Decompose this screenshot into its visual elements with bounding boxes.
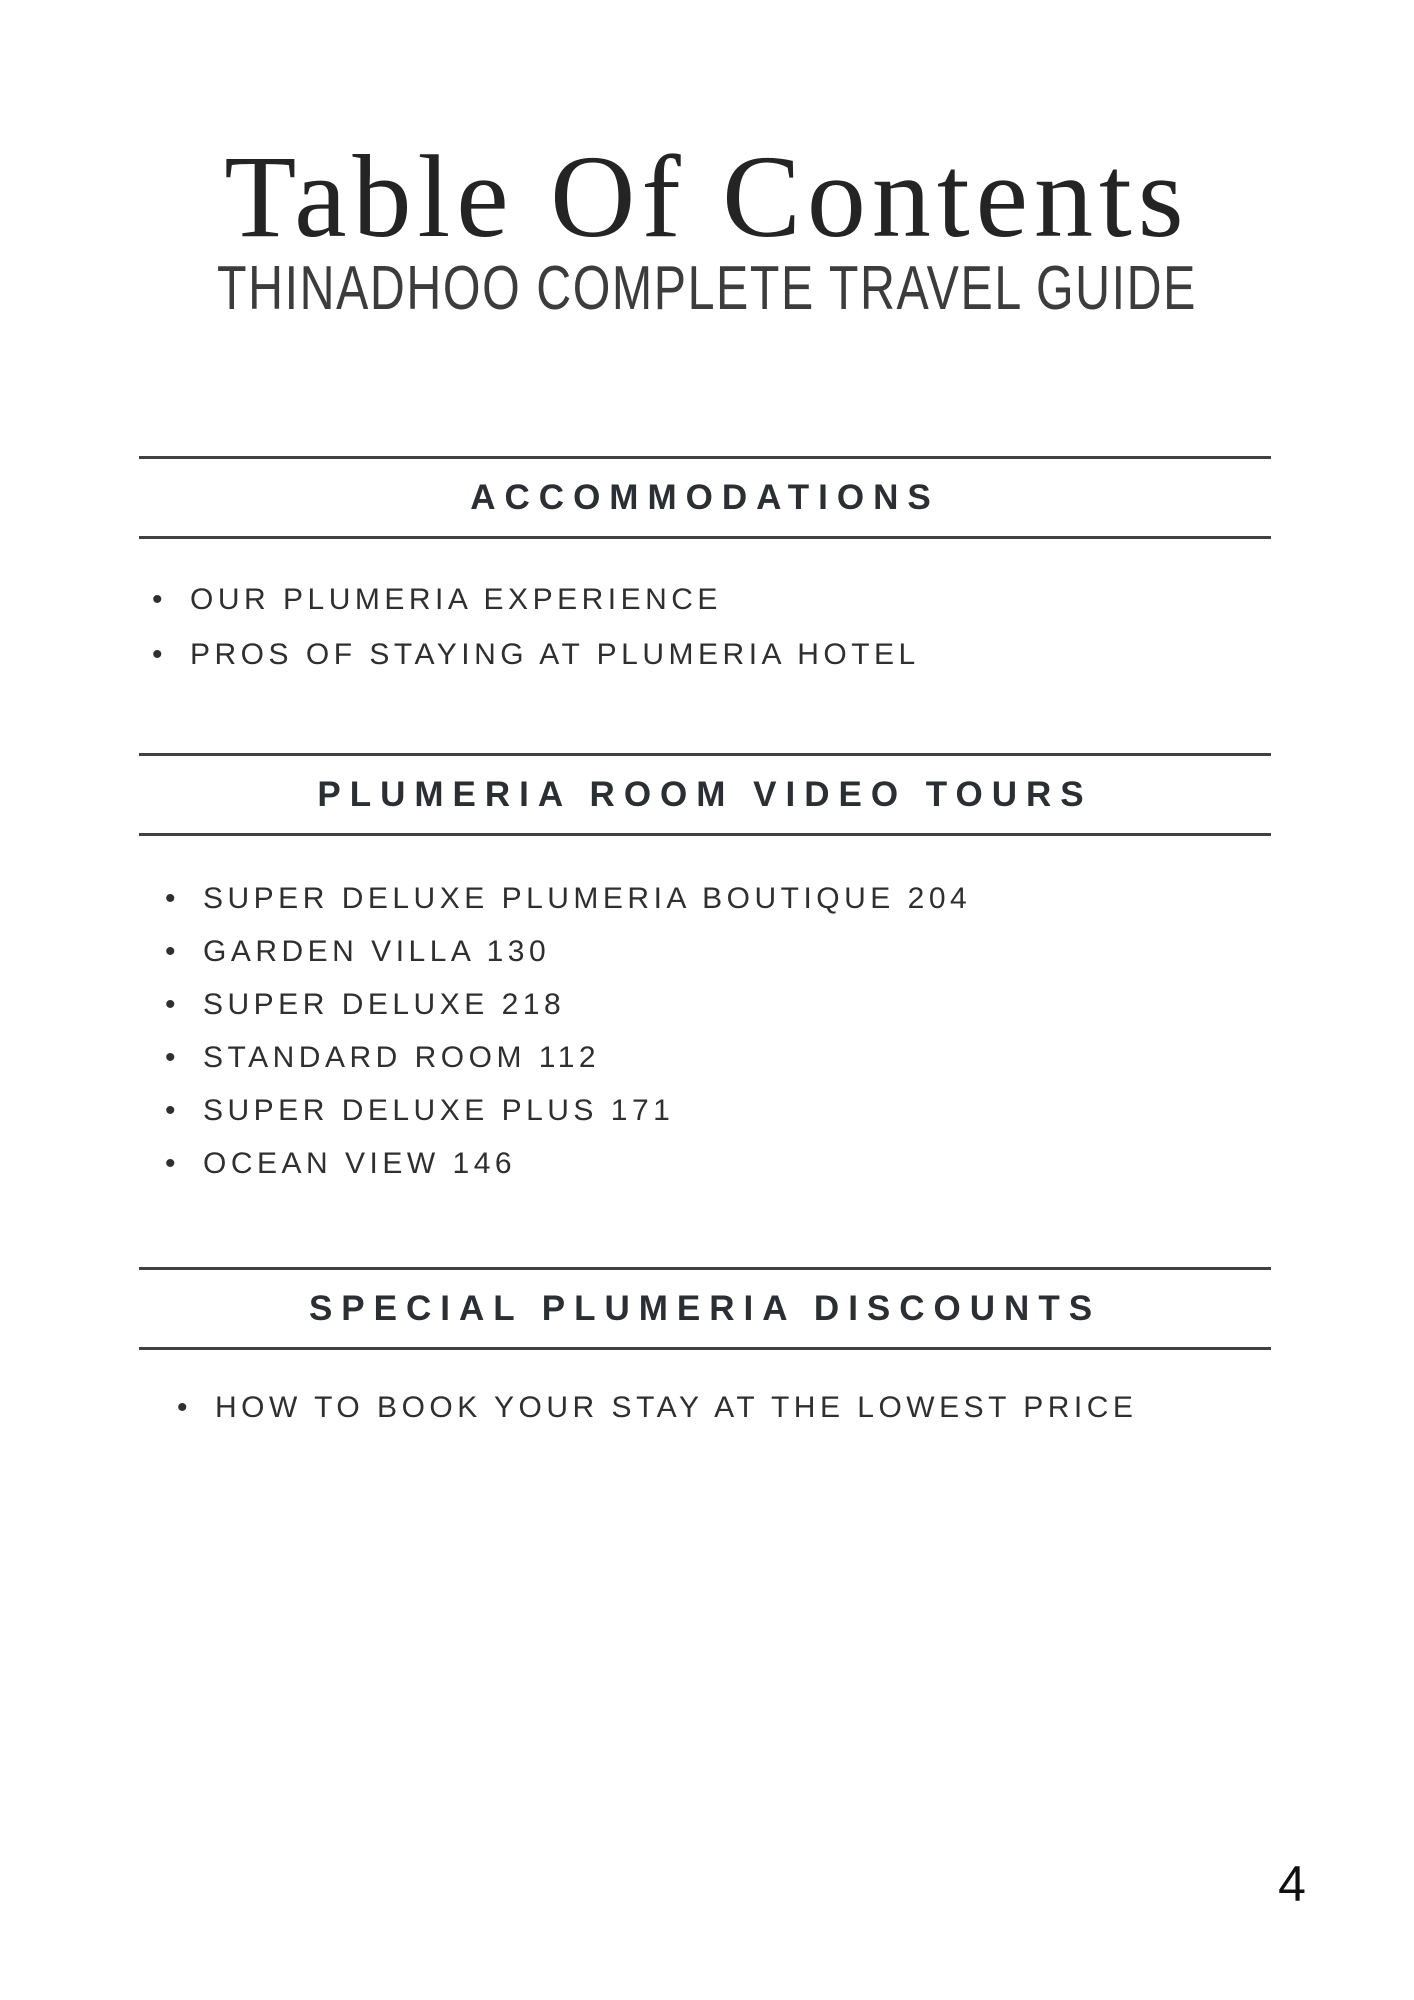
- list-item-label: PROS OF STAYING AT PLUMERIA HOTEL: [190, 638, 920, 671]
- section-heading-special-discounts: SPECIAL PLUMERIA DISCOUNTS: [308, 1289, 1102, 1328]
- section-header-room-video-tours: [139, 753, 1271, 836]
- bullet-icon: •: [152, 583, 168, 616]
- section-header-accommodations: [139, 456, 1271, 539]
- list-item-label: SUPER DELUXE PLUMERIA BOUTIQUE 204: [203, 882, 972, 915]
- list-item: [152, 585, 920, 615]
- page-title: Table Of Contents: [224, 131, 1190, 262]
- page-subtitle: THINADHOO COMPLETE TRAVEL GUIDE: [217, 254, 1197, 323]
- bullet-icon: •: [165, 882, 181, 915]
- accommodations-list: [152, 585, 920, 670]
- list-item-label: SUPER DELUXE 218: [203, 988, 566, 1021]
- list-item-label: OCEAN VIEW 146: [203, 1147, 517, 1180]
- list-item: [165, 1096, 971, 1126]
- section-heading-room-video-tours: PLUMERIA ROOM VIDEO TOURS: [317, 775, 1093, 814]
- bullet-icon: •: [165, 935, 181, 968]
- list-item-label: STANDARD ROOM 112: [203, 1041, 601, 1074]
- special-discounts-list: [177, 1393, 1137, 1423]
- list-item-label: SUPER DELUXE PLUS 171: [203, 1094, 675, 1127]
- bullet-icon: •: [177, 1391, 193, 1424]
- section-heading-accommodations: ACCOMMODATIONS: [470, 478, 940, 517]
- bullet-icon: •: [165, 988, 181, 1021]
- list-item: [165, 990, 971, 1020]
- list-item: [177, 1393, 1137, 1423]
- list-item-label: GARDEN VILLA 130: [203, 935, 551, 968]
- section-header-special-discounts: [139, 1267, 1271, 1350]
- list-item-label: OUR PLUMERIA EXPERIENCE: [190, 583, 722, 616]
- bullet-icon: •: [165, 1094, 181, 1127]
- list-item: [165, 884, 971, 914]
- bullet-icon: •: [165, 1041, 181, 1074]
- list-item: [165, 1043, 971, 1073]
- list-item: [165, 1149, 971, 1179]
- page-number: 4: [1278, 1856, 1306, 1912]
- list-item: [165, 937, 971, 967]
- list-item: [152, 640, 920, 670]
- bullet-icon: •: [165, 1147, 181, 1180]
- room-video-tours-list: [165, 884, 971, 1179]
- bullet-icon: •: [152, 638, 168, 671]
- list-item-label: HOW TO BOOK YOUR STAY AT THE LOWEST PRICE: [215, 1391, 1138, 1424]
